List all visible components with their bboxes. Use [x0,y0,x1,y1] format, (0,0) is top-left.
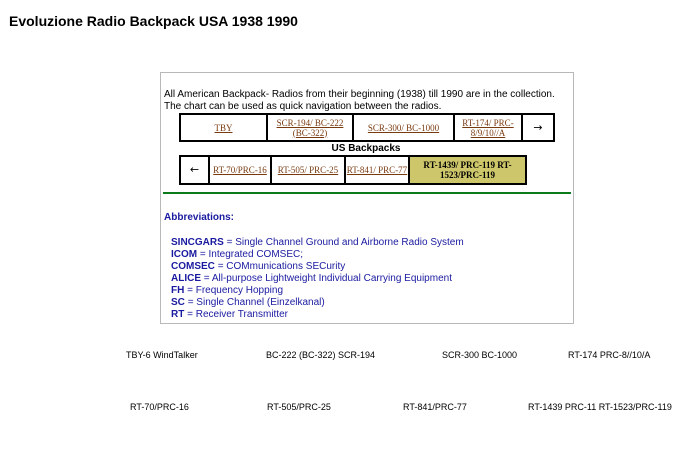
nav-row-2 [179,155,527,185]
navigation-panel [160,72,574,324]
abbreviation-item: SC = Single Channel (Einzelkanal) [171,297,325,308]
abbreviations-title: Abbreviations: [164,212,235,223]
nav-link-rt-841[interactable]: RT-841/ PRC-77 [345,155,409,185]
divider [163,192,571,194]
radio-label-rt-841: RT-841/PRC-77 [403,402,467,412]
nav-link-scr-300[interactable]: SCR-300/ BC-1000 [353,113,454,142]
radio-label-rt-174: RT-174 PRC-8//10/A [568,350,651,360]
abbreviation-item: ALICE = All-purpose Lightweight Individual Carrying Equipment [171,273,452,284]
nav-link-rt-174[interactable]: RT-174/ PRC-8/9/10//A [454,113,522,142]
nav-link-tby[interactable]: TBY [179,113,267,142]
abbreviation-item: ICOM = Integrated COMSEC; [171,249,303,260]
section-title: US Backpacks [331,143,401,154]
prev-arrow-button[interactable]: ← [179,155,209,185]
radio-label-tby-6: TBY-6 WindTalker [126,350,198,360]
radio-label-rt-70: RT-70/PRC-16 [130,402,189,412]
radio-label-rt-505: RT-505/PRC-25 [267,402,331,412]
nav-link-scr-194[interactable]: SCR-194/ BC-222 (BC-322) [267,113,353,142]
abbreviation-item: COMSEC = COMmunications SECurity [171,261,346,272]
nav-link-rt-505[interactable]: RT-505/ PRC-25 [271,155,345,185]
nav-link-rt-1439-current[interactable]: RT-1439/ PRC-119 RT-1523/PRC-119 [409,155,527,185]
abbreviations-list [171,237,464,321]
nav-row-1 [179,113,555,142]
next-arrow-button[interactable]: → [522,113,555,142]
abbreviation-item: RT = Receiver Transmitter [171,309,288,320]
radio-label-scr-300: SCR-300 BC-1000 [442,350,518,360]
radio-label-rt-1439: RT-1439 PRC-11 RT-1523/PRC-119 [528,402,672,412]
abbreviation-item: FH = Frequency Hopping [171,285,284,296]
radio-label-bc-222: BC-222 (BC-322) SCR-194 [266,350,376,360]
intro-text: All American Backpack- Radios from their beginning (1938) till 1990 are in the collection. The chart can be used as quick navigation between the radios. [164,89,555,112]
page-title: Evoluzione Radio Backpack USA 1938 1990 [9,13,298,29]
abbreviation-item: SINCGARS = Single Channel Ground and Airborne Radio System [171,237,464,248]
nav-link-rt-70[interactable]: RT-70/PRC-16 [209,155,271,185]
